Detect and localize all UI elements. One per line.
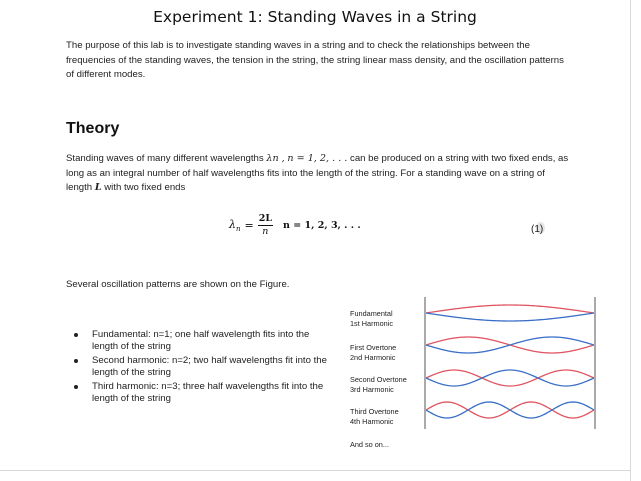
mode-label-second-overtone: Second Overtone 3rd Harmonic	[350, 375, 407, 394]
equation-lhs: $\lambda_n$	[229, 217, 241, 234]
equation-denominator: n	[262, 226, 269, 237]
theory-text-1: Standing waves of many different wavelengths	[66, 153, 264, 164]
standing-waves-figure	[420, 297, 600, 442]
equation-numerator: 2L	[258, 213, 273, 224]
page-edge-right	[630, 0, 631, 481]
theory-text-3: with two fixed ends	[104, 182, 186, 193]
wave-mode-3-b	[426, 370, 594, 386]
theory-heading: Theory	[66, 120, 120, 137]
list-item: Second harmonic: n=2; two half wavelengths fit into the length of the string	[72, 355, 332, 379]
figure-intro: Several oscillation patterns are shown on the Figure.	[66, 279, 290, 290]
equation-fraction	[258, 213, 273, 238]
wave-mode-4-b	[426, 402, 594, 418]
theory-paragraph	[66, 152, 571, 196]
mode-label-first-overtone: First Overtone 2nd Harmonic	[350, 343, 397, 362]
page-edge-bottom	[0, 470, 631, 471]
list-item: Fundamental: n=1; one half wavelength fits into the length of the string	[72, 329, 332, 353]
wave-mode-3-a	[426, 370, 594, 386]
wavelength-equation	[229, 213, 361, 238]
theory-L: L	[94, 182, 102, 193]
mode-label-and-so-on: And so on...	[350, 440, 389, 449]
equation-n-list: n = 1, 2, 3, . . .	[283, 220, 361, 231]
right-fixed-end	[594, 297, 596, 429]
theory-text-2: can be produced on a string with two fixed ends, as long as an integral number of half wavelengths fits into the length of the string. For a standing wave on a string of length	[66, 153, 569, 193]
harmonics-list	[72, 329, 332, 407]
purpose-paragraph: The purpose of this lab is to investigate standing waves in a string and to check the relationships between the frequencies of the standing waves, the tension in the string, the string linear mass density, and the oscillation patterns of different modes.	[66, 40, 564, 80]
mode-label-fundamental: Fundamental 1st Harmonic	[350, 309, 393, 328]
list-item: Third harmonic: n=3; three half wavelengths fit into the length of the string	[72, 381, 332, 405]
left-fixed-end	[424, 297, 426, 429]
wave-mode-1-a	[426, 305, 594, 313]
wave-mode-2-b	[426, 337, 594, 353]
mode-label-third-overtone: Third Overtone 4th Harmonic	[350, 407, 399, 426]
wave-mode-1-b	[426, 313, 594, 321]
theory-lambda: λn ,	[266, 153, 285, 164]
equation-equals: =	[244, 219, 254, 232]
equation-number: (1)	[531, 224, 544, 235]
page-title: Experiment 1: Standing Waves in a String	[153, 8, 477, 26]
theory-n-list: n = 1, 2, . . .	[287, 153, 348, 164]
